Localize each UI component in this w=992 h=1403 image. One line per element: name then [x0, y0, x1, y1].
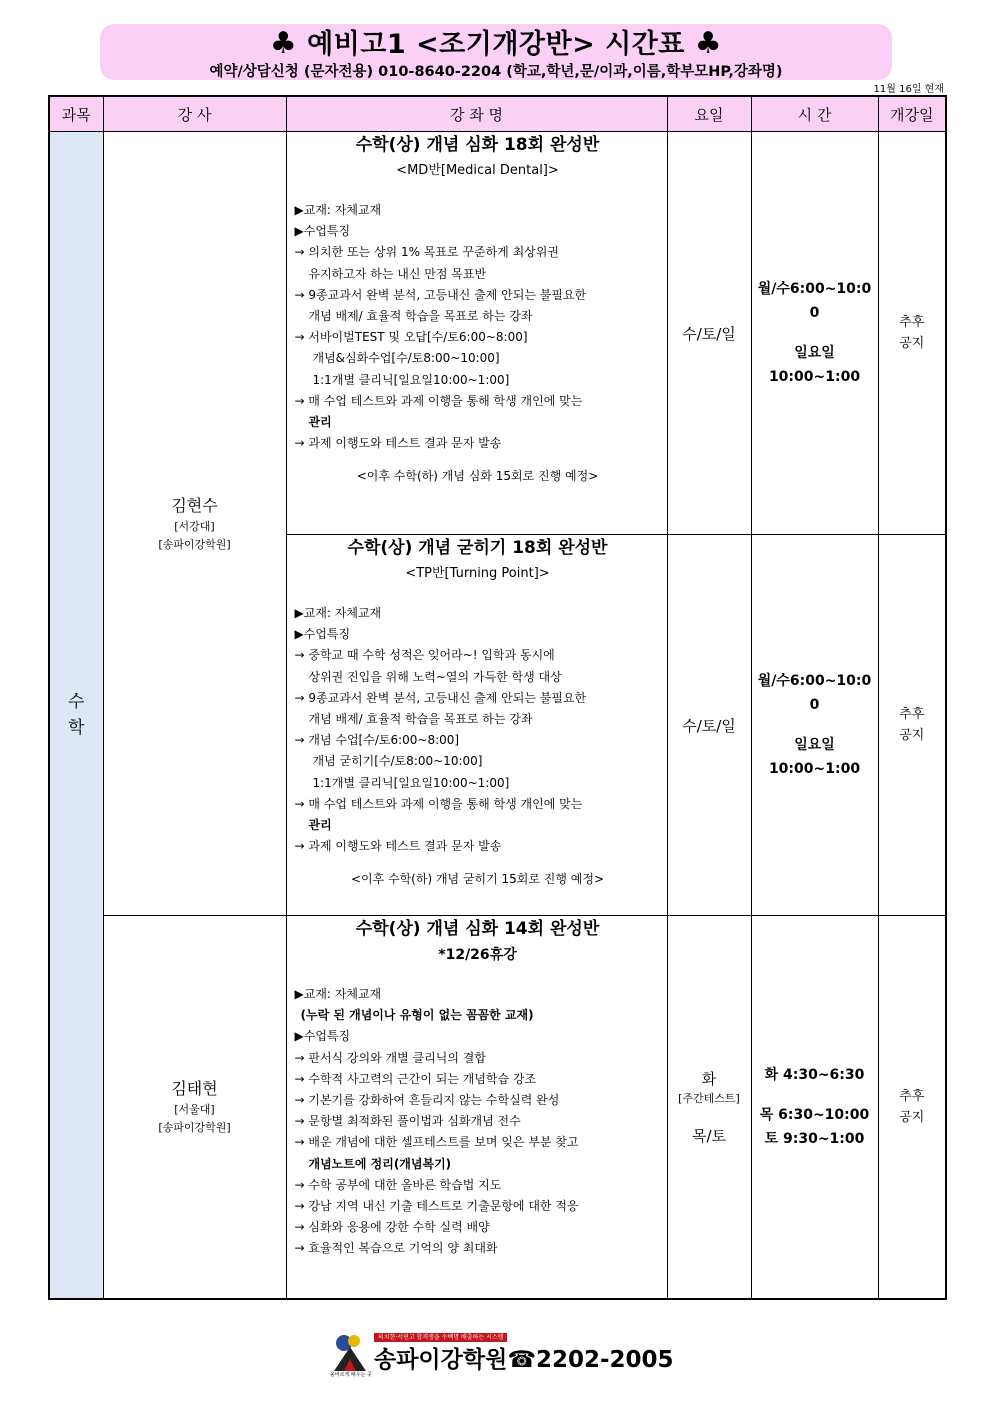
course-line: → 과제 이행도와 테스트 결과 문자 발송 — [294, 436, 502, 451]
course-line: 1:1개별 클리닉[일요일10:00~1:00] — [312, 372, 510, 387]
course-line: → 기본기를 강화하여 흔들리지 않는 수학실력 완성 — [294, 1093, 560, 1108]
course-line: → 매 수업 테스트와 과제 이행을 통해 학생 개인에 맞는 — [294, 796, 583, 811]
col-course: 강 좌 명 — [286, 96, 667, 132]
col-open: 개강일 — [878, 96, 946, 132]
title-banner — [100, 24, 892, 80]
open-cell — [878, 916, 946, 1299]
phone-number: ☎2202-2005 — [507, 1347, 674, 1373]
time-line: 월/수6:00~10:0 — [757, 673, 872, 689]
open-cell — [878, 132, 946, 535]
course-line: 개념 굳히기[수/토8:00~10:00] — [312, 754, 483, 769]
course-line: → 문항별 최적화된 풀이법과 심화개념 전수 — [294, 1114, 521, 1129]
time-line: 목 6:30~10:00 — [759, 1106, 870, 1123]
course-line: 유지하고자 하는 내신 만점 목표반 — [308, 266, 487, 281]
col-days: 요일 — [667, 96, 751, 132]
course-title: 수학(상) 개념 심화 18회 완성반 — [355, 135, 600, 155]
course-line: → 서바이벌TEST 및 오답[수/토6:00~8:00] — [294, 330, 528, 345]
course-line: 개념 배제/ 효율적 학습을 목표로 하는 강좌 — [308, 712, 533, 727]
course-line: 관리 — [308, 818, 332, 833]
logo-caption: 올바르게 배우는 곳 — [330, 1372, 372, 1378]
club-icon: ♣ — [694, 26, 723, 61]
course-line: → 수학적 사고력의 근간이 되는 개념학습 강조 — [294, 1071, 537, 1086]
academy-logo-icon — [330, 1333, 370, 1375]
course-cell — [286, 132, 667, 535]
course-line: → 효율적인 복습으로 기억의 양 최대화 — [294, 1241, 498, 1256]
course-title: 수학(상) 개념 굳히기 18회 완성반 — [347, 538, 608, 558]
days-cell — [667, 916, 751, 1299]
time-cell — [751, 132, 878, 535]
teacher-school: [서강대] — [174, 519, 215, 533]
time-line: 10:00~1:00 — [768, 761, 861, 777]
course-line: → 의치한 또는 상위 1% 목표로 꾸준하게 최상위권 — [294, 245, 559, 260]
time-line: 일요일 — [794, 737, 835, 753]
academy-name: 송파이강학원 — [374, 1347, 508, 1373]
contact-line: 예약/상담신청 (문자전용) 010-8640-2204 (학교,학년,문/이과,이름,학부모HP,강좌명) — [209, 64, 783, 80]
open-line: 추후 — [899, 707, 925, 722]
course-line: ▶수업특징 — [294, 627, 351, 642]
title-text: 예비고1 <조기개강반> 시간표 — [307, 29, 685, 60]
course-line: (누락 된 개념이나 유형이 없는 꼼꼼한 교재) — [300, 1008, 534, 1023]
club-icon: ♣ — [269, 26, 298, 61]
table-row — [49, 916, 946, 1299]
course-line: → 강남 지역 내신 기출 테스트로 기출문항에 대한 적응 — [294, 1199, 579, 1214]
subject-cell: 수 학 — [49, 132, 103, 1299]
time-cell — [751, 916, 878, 1299]
course-line: → 심화와 응용에 강한 수학 실력 배양 — [294, 1220, 490, 1235]
course-line: 1:1개별 클리닉[일요일10:00~1:00] — [312, 775, 510, 790]
course-line: → 9종교과서 완벽 분석, 고등내신 출제 안되는 불필요한 — [294, 287, 587, 302]
time-line: 토 9:30~1:00 — [764, 1130, 865, 1147]
course-line: → 과제 이행도와 테스트 결과 문자 발송 — [294, 839, 502, 854]
course-subtitle: <TP반[Turning Point]> — [405, 566, 550, 581]
course-line: 개념&심화수업[수/토8:00~10:00] — [312, 351, 500, 366]
course-line: → 중학교 때 수학 성적은 잊어라~! 입학과 동시에 — [294, 648, 555, 663]
course-title: 수학(상) 개념 심화 14회 완성반 — [355, 919, 600, 939]
course-line: → 판서식 강의와 개별 클리닉의 결합 — [294, 1050, 486, 1065]
course-line: → 배운 개념에 대한 셀프테스트를 보며 잊은 부분 찾고 — [294, 1135, 579, 1150]
course-line: ▶교재: 자체교재 — [294, 203, 382, 217]
time-line: 화 4:30~6:30 — [764, 1066, 865, 1083]
table-row — [49, 132, 946, 535]
slogan-badge: 의치한·서연고 합격생을 수백명 배출하는 시스템 — [374, 1333, 507, 1342]
header-row — [49, 96, 946, 132]
time-line: 0 — [809, 305, 820, 321]
course-line: 관리 — [308, 415, 332, 430]
open-line: 추후 — [899, 1088, 925, 1104]
time-line: 월/수6:00~10:0 — [757, 281, 872, 297]
days-cell: 수/토/일 — [667, 535, 751, 916]
course-subtitle: *12/26휴강 — [438, 947, 517, 963]
time-line: 일요일 — [794, 345, 835, 361]
open-line: 공지 — [899, 336, 925, 351]
days-cell: 수/토/일 — [667, 132, 751, 535]
course-line: → 9종교과서 완벽 분석, 고등내신 출제 안되는 불필요한 — [294, 690, 587, 705]
course-subtitle: <MD반[Medical Dental]> — [396, 163, 559, 178]
course-note: <이후 수학(하) 개념 심화 15회로 진행 예정> — [356, 469, 599, 484]
course-line: 개념노트에 정리(개념복기) — [308, 1156, 452, 1171]
teacher-name: 김태현 — [171, 1078, 218, 1098]
time-line: 0 — [809, 697, 820, 713]
timetable — [48, 95, 947, 1300]
teacher-academy: [송파이강학원] — [158, 1120, 231, 1134]
course-line: 상위권 진입을 위해 노력~열의 가득한 학생 대상 — [308, 669, 562, 684]
teacher-school: [서울대] — [174, 1102, 215, 1116]
course-line: ▶교재: 자체교재 — [294, 606, 382, 620]
course-line: → 개념 수업[수/토6:00~8:00] — [294, 733, 460, 748]
academy-brand — [374, 1344, 674, 1376]
teacher-cell — [103, 916, 286, 1299]
course-line: → 매 수업 테스트와 과제 이행을 통해 학생 개인에 맞는 — [294, 393, 583, 408]
course-cell — [286, 916, 667, 1299]
course-cell — [286, 535, 667, 916]
course-line: → 수학 공부에 대한 올바른 학습법 지도 — [294, 1177, 502, 1192]
time-cell — [751, 535, 878, 916]
col-time: 시 간 — [751, 96, 878, 132]
col-subject: 과목 — [49, 96, 103, 132]
days-line: 화 — [701, 1069, 717, 1088]
days-line: 목/토 — [691, 1126, 727, 1145]
teacher-name: 김현수 — [171, 495, 218, 515]
as-of-date: 11월 16일 현재 — [873, 84, 944, 95]
time-line: 10:00~1:00 — [768, 369, 861, 385]
teacher-cell — [103, 132, 286, 916]
teacher-academy: [송파이강학원] — [158, 537, 231, 551]
course-line: ▶수업특징 — [294, 224, 351, 239]
page-title — [100, 26, 892, 63]
open-line: 공지 — [899, 1109, 925, 1125]
open-line: 추후 — [899, 315, 925, 330]
course-line: ▶교재: 자체교재 — [294, 987, 382, 1001]
course-line: 개념 배제/ 효율적 학습을 목표로 하는 강좌 — [308, 309, 533, 324]
footer — [330, 1327, 674, 1378]
course-note: <이후 수학(하) 개념 굳히기 15회로 진행 예정> — [350, 872, 605, 887]
open-cell — [878, 535, 946, 916]
course-line: ▶수업특징 — [294, 1029, 351, 1044]
days-line: [주간테스트] — [678, 1091, 740, 1105]
col-teacher: 강 사 — [103, 96, 286, 132]
open-line: 공지 — [899, 728, 925, 743]
